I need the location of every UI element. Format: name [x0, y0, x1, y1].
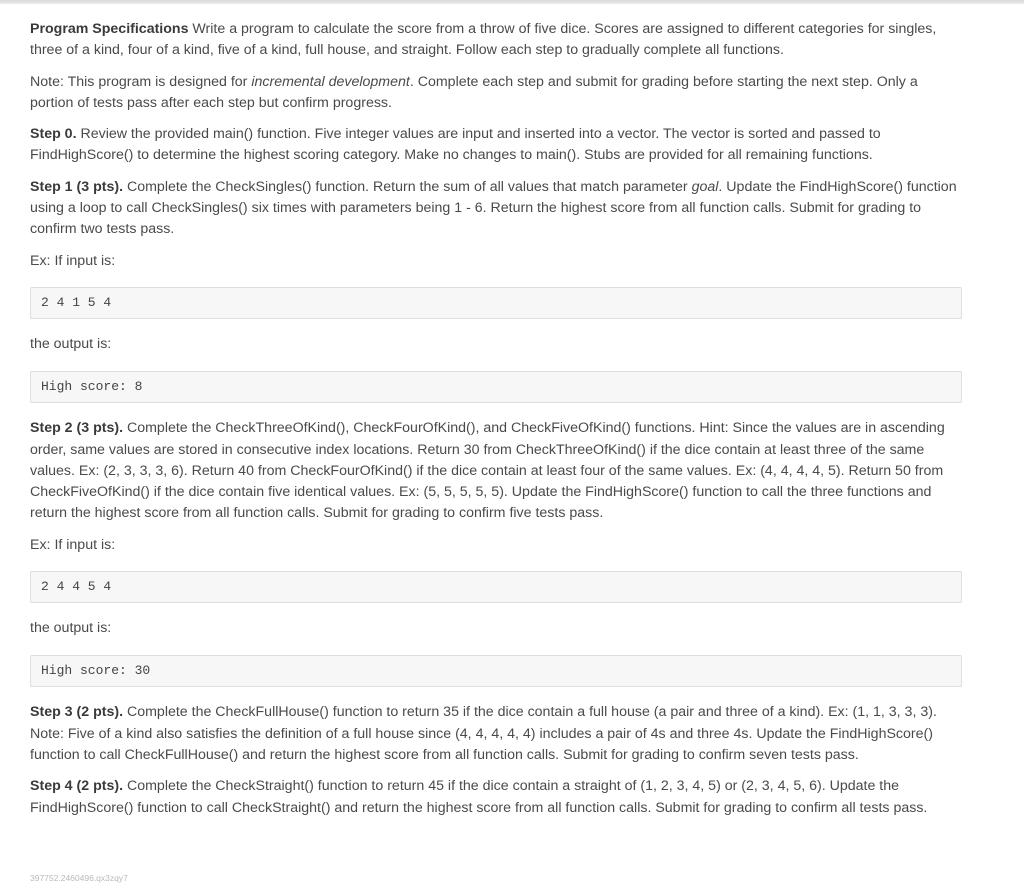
step2-input-example: 2 4 4 5 4 [30, 571, 962, 603]
spec-paragraph [30, 19, 965, 62]
step2-output-example: High score: 30 [30, 655, 962, 687]
step2-text: Complete the CheckThreeOfKind(), CheckFourOfKind(), and CheckFiveOfKind() functions. Hint: Since the values are in ascending order, same values are stored in consecutive index locations. Return 30 from CheckThreeOfKind() if the dice contain at least three of the same values. Ex: (2, 3, 3, 3, 6). Return 40 from CheckFourOfKind() if the dice contain at least four of the same values. Ex: (4, 4, 4, 4, 5). Return 50 from CheckFiveOfKind() if the dice contain five identical values. Ex: (5, 5, 5, 5, 5). Update the FindHighScore() function to call the three functions and return the highest score from all function calls. Submit for grading to confirm five tests pass. [30, 420, 945, 522]
step4-text: Complete the CheckStraight() function to return 45 if the dice contain a straight of (1, 2, 3, 4, 5) or (2, 3, 4, 5, 6). Update the FindHighScore() function to call CheckStraight() and return the highest score from all function calls. Submit for grading to confirm all tests pass. [30, 778, 928, 816]
step1-text-a: Complete the CheckSingles() function. Return the sum of all values that match parameter [123, 178, 692, 195]
step1-output-label: the output is: [30, 335, 112, 352]
step2-heading: Step 2 (3 pts). [30, 420, 124, 437]
step1-text-emphasis: goal [691, 178, 719, 195]
instructions-panel [30, 19, 965, 819]
footer-id: 397752.2460496.qx3zqy7 [30, 873, 128, 883]
step0-text: Review the provided main() function. Five integer values are input and inserted into a vector. The vector is sorted and passed to FindHighScore() to determine the highest scoring category. Make no changes to main(). Stubs are provided for all remaining functions. [30, 126, 881, 164]
step2-output-label: the output is: [30, 620, 112, 637]
step3-paragraph [30, 702, 965, 766]
step4-paragraph [30, 776, 965, 819]
step1-input-label: Ex: If input is: [30, 252, 116, 269]
step2-paragraph [30, 418, 965, 524]
note-emphasis: incremental development [251, 73, 410, 90]
spec-title: Program Specifications [30, 21, 189, 37]
step2-input-label: Ex: If input is: [30, 536, 116, 553]
top-divider [0, 0, 1024, 4]
step0-heading: Step 0. [30, 126, 77, 143]
step4-heading: Step 4 (2 pts). [30, 778, 124, 795]
note-paragraph [30, 72, 965, 115]
step3-heading: Step 3 (2 pts). [30, 704, 124, 721]
step1-output-example: High score: 8 [30, 371, 962, 403]
spec-intro: Write a program to calculate the score from a throw of five dice. Scores are assigned to different categories for singles, three of a kind, four of a kind, five of a kind, full house, and straight. Follow each step to gradually complete all functions. [30, 21, 937, 59]
step1-input-example: 2 4 1 5 4 [30, 287, 962, 319]
note-prefix: Note: This program is designed for [30, 73, 252, 90]
step1-text-b: . Update the FindHighScore() function using a loop to call CheckSingles() six times with parameters being 1 - 6. Return the highest score from all function calls. Submit for grading to confirm two tests pass. [30, 178, 957, 238]
step1-paragraph [30, 177, 965, 241]
step1-heading: Step 1 (3 pts). [30, 178, 124, 195]
step0-paragraph [30, 124, 965, 167]
step3-text: Complete the CheckFullHouse() function to return 35 if the dice contain a full house (a pair and three of a kind). Ex: (1, 1, 3, 3, 3). Note: Five of a kind also satisfies the definition of a full house since (4, 4, 4, 4, 4) includes a pair of 4s and three 4s. Update the FindHighScore() function to call CheckFullHouse() and return the highest score from all function calls. Submit for grading to confirm seven tests pass. [30, 704, 937, 763]
note-suffix: . Complete each step and submit for grading before starting the next step. Only a portion of tests pass after each step but confirm progress. [30, 73, 918, 111]
